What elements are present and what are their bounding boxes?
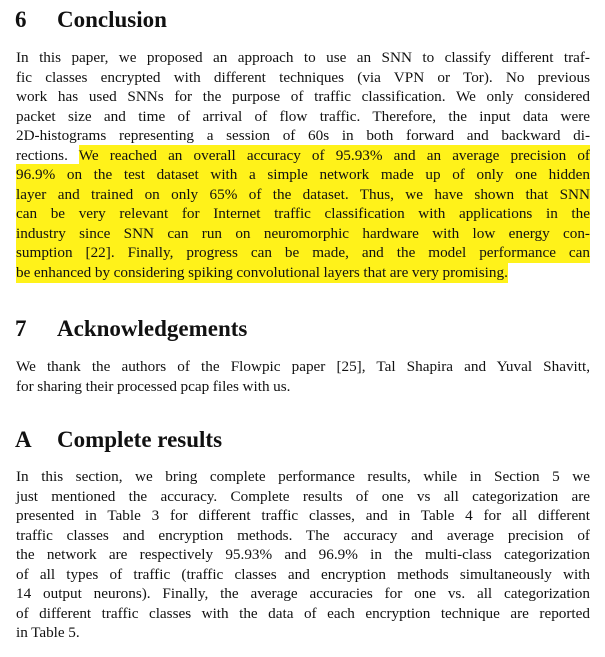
section-title: Complete results bbox=[57, 427, 223, 452]
section-title: Conclusion bbox=[57, 7, 167, 32]
complete-results-paragraph bbox=[16, 467, 590, 643]
text-line bbox=[16, 224, 590, 244]
highlighted-text: We reached an overall accuracy of 95.93% and an average precision of bbox=[78, 146, 590, 164]
text-line: traffic classes and encryption methods. The accuracy and average precision of bbox=[16, 526, 590, 544]
highlighted-text: can be very relevant for Internet traffic classification with applications in the bbox=[16, 205, 590, 223]
text-line bbox=[16, 243, 590, 263]
text-line: 14 output neurons). Finally, the average accuracies for one vs. all categorization bbox=[16, 585, 590, 603]
section-number: 7 bbox=[15, 316, 27, 341]
text-line: in Table 5. bbox=[16, 624, 80, 642]
acknowledgements-paragraph bbox=[16, 357, 590, 396]
text-line: packet size and time of arrival of flow traffic. Therefore, the input data were bbox=[16, 107, 590, 125]
text-line bbox=[16, 165, 590, 185]
conclusion-paragraph bbox=[16, 48, 590, 283]
text-line: for sharing their processed pcap files with us. bbox=[16, 377, 291, 395]
text-line: rections. We reached an overall accuracy of 95.93% and an average precision of bbox=[16, 146, 590, 164]
section-heading-conclusion bbox=[15, 6, 167, 34]
text-line: 2D-histograms representing a session of 60s in both forward and backward di- bbox=[16, 127, 590, 145]
section-number: A bbox=[15, 427, 32, 452]
text-line: In this paper, we proposed an approach to use an SNN to classify different traf- bbox=[16, 49, 590, 66]
section-heading-complete-results bbox=[15, 426, 222, 454]
highlighted-text: be enhanced by considering spiking convolutional layers that are very promising. bbox=[16, 264, 508, 282]
section-number: 6 bbox=[15, 7, 27, 32]
text-line: just mentioned the accuracy. Complete results of one vs all categorization are bbox=[16, 487, 590, 505]
text-line: We thank the authors of the Flowpic paper [25], Tal Shapira and Yuval Shavitt, bbox=[16, 358, 590, 375]
text-line: of different traffic classes with the data of each encryption technique are reported bbox=[16, 604, 590, 622]
text-line: presented in Table 3 for different traffic classes, and in Table 4 for all different bbox=[16, 507, 590, 525]
text-line: work has used SNNs for the purpose of traffic classification. We only considered bbox=[16, 88, 590, 106]
text-line bbox=[16, 185, 590, 205]
text-line bbox=[16, 263, 590, 283]
text-line: In this section, we bring complete performance results, while in Section 5 we bbox=[16, 468, 590, 485]
section-title: Acknowledgements bbox=[57, 316, 248, 341]
highlighted-text: layer and trained on only 65% of the dataset. Thus, we have shown that SNN bbox=[16, 185, 590, 203]
text-line: of all types of traffic (traffic classes and encryption methods simultaneously with bbox=[16, 565, 590, 583]
section-heading-acknowledgements bbox=[15, 315, 247, 343]
text-line bbox=[16, 204, 590, 224]
text-line: the network are respectively 95.93% and 96.9% in the multi-class categorization bbox=[16, 546, 590, 564]
highlighted-text: 96.9% on the test dataset with a simple network made up of only one hidden bbox=[16, 166, 590, 184]
highlighted-text: industry since SNN can run on neuromorphic hardware with low energy con- bbox=[16, 224, 590, 242]
highlighted-text: sumption [22]. Finally, progress can be made, and the model performance can bbox=[16, 244, 590, 262]
text-line: fic classes encrypted with different techniques (via VPN or Tor). No previous bbox=[16, 68, 590, 86]
